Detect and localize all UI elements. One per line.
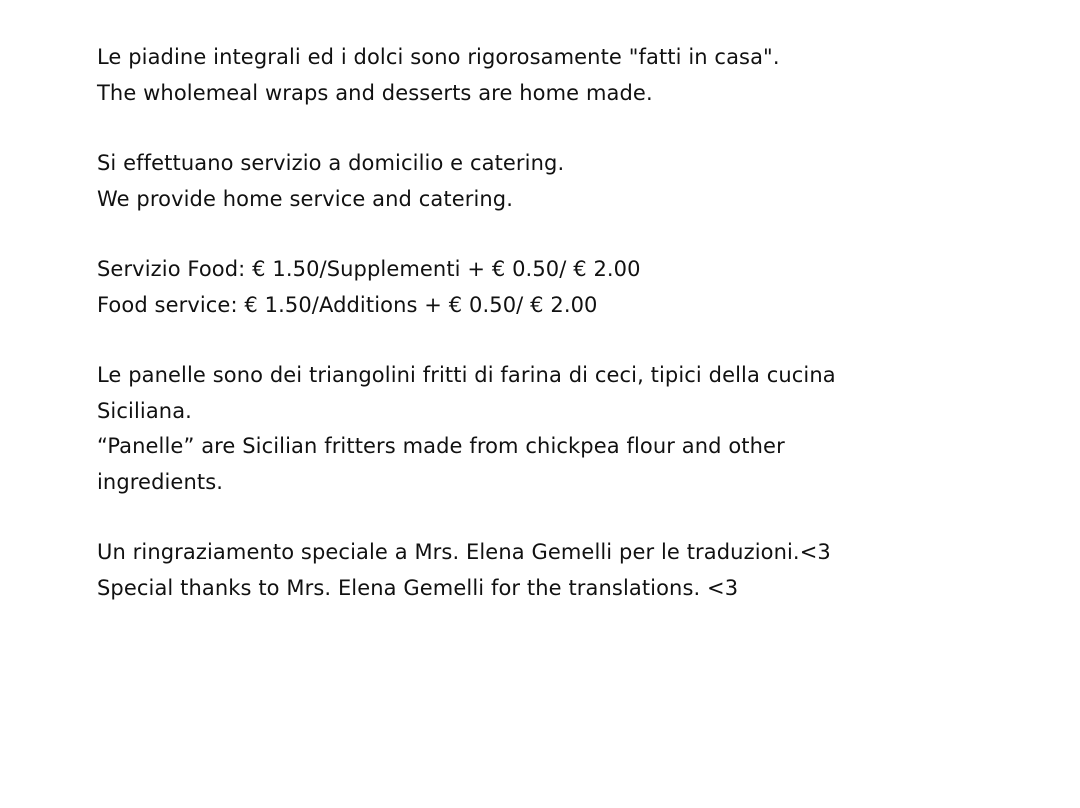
delivery-note: [97, 146, 977, 217]
thanks-note-english: Special thanks to Mrs. Elena Gemelli for the translations. <3: [97, 575, 739, 600]
menu-notes-page: [97, 40, 977, 641]
panelle-note-english: “Panelle” are Sicilian fritters made from chickpea flour and other ingredients.: [97, 434, 785, 494]
panelle-note-italian: Le panelle sono dei triangolini fritti di farina di ceci, tipici della cucina Siciliana.: [97, 363, 836, 423]
service-fee-note: [97, 252, 977, 323]
panelle-note: [97, 358, 977, 500]
homemade-note-italian: Le piadine integrali ed i dolci sono rigorosamente "fatti in casa".: [97, 45, 780, 69]
homemade-note-english: The wholemeal wraps and desserts are home made.: [97, 80, 653, 105]
service-fee-italian: Servizio Food: € 1.50/Supplementi + € 0.50/ € 2.00: [97, 257, 641, 281]
delivery-note-italian: Si effettuano servizio a domicilio e catering.: [97, 151, 565, 175]
delivery-note-english: We provide home service and catering.: [97, 186, 514, 211]
thanks-note-italian: Un ringraziamento speciale a Mrs. Elena Gemelli per le traduzioni.<3: [97, 540, 831, 564]
thanks-note: [97, 535, 977, 606]
service-fee-english: Food service: € 1.50/Additions + € 0.50/ € 2.00: [97, 292, 598, 317]
homemade-note: [97, 40, 977, 111]
